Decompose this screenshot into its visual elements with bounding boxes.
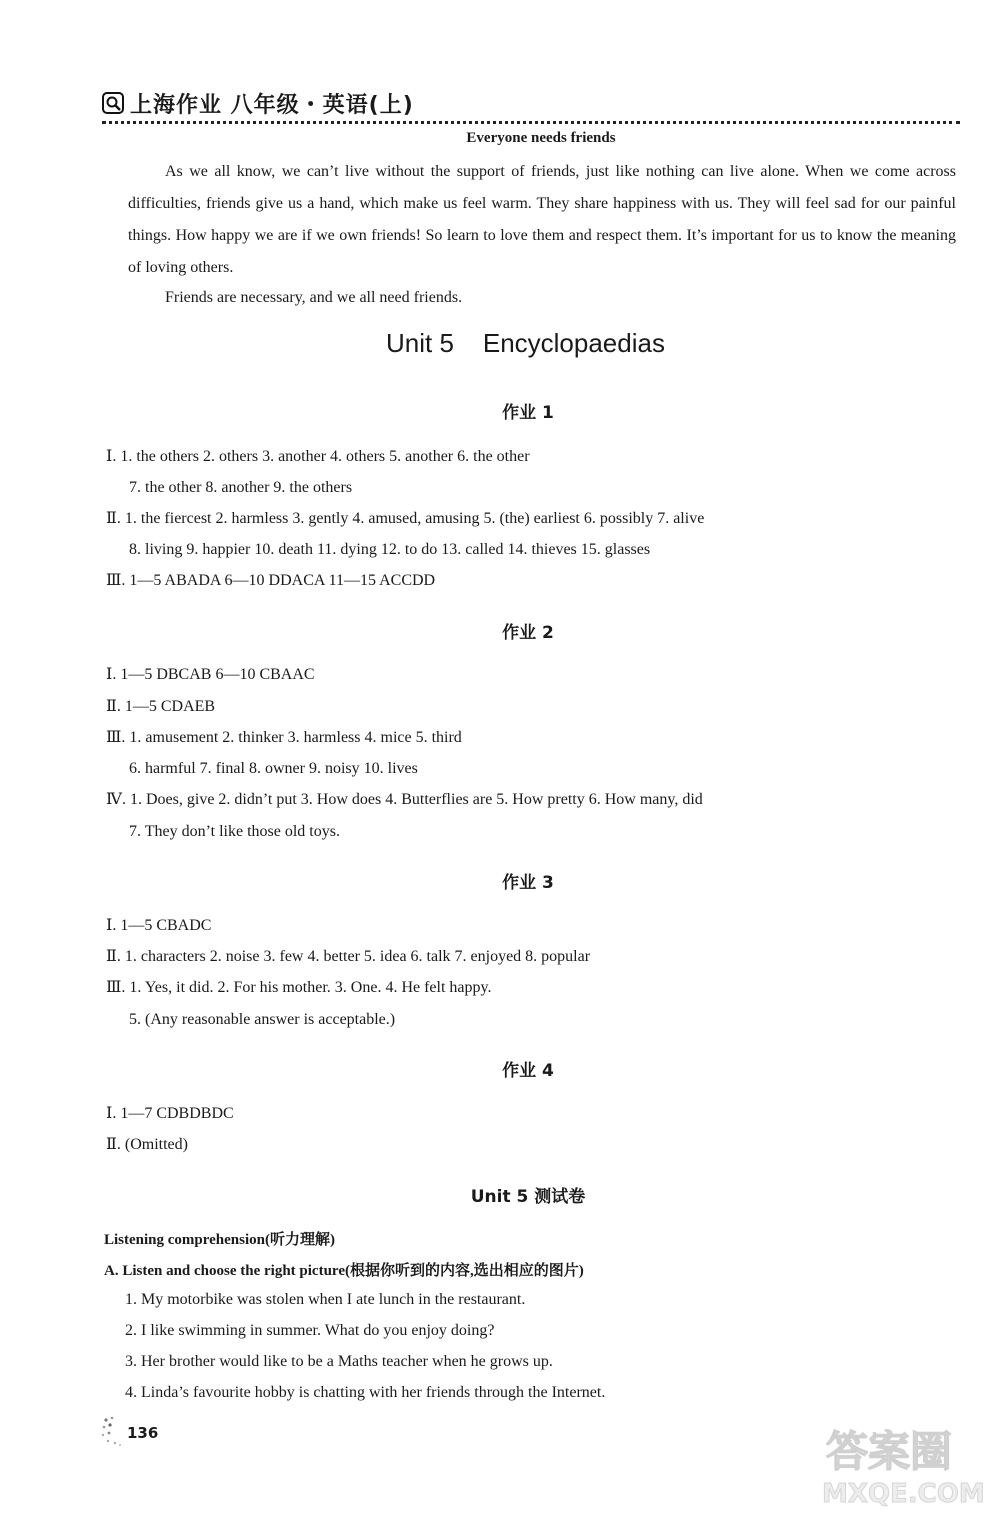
page-number: 136	[127, 1424, 159, 1442]
header-divider	[102, 121, 960, 124]
homework-3-title: 作业 3	[502, 873, 554, 893]
hw1-answer-line: 8. living 9. happier 10. death 11. dying 12. to do 13. called 14. thieves 15. glasses	[129, 541, 651, 558]
hw1-answer-line: Ⅰ. 1. the others 2. others 3. another 4. others 5. another 6. the other	[106, 448, 530, 465]
hw2-answer-line: Ⅱ. 1—5 CDAEB	[106, 698, 216, 715]
hw2-answer-line: 6. harmful 7. final 8. owner 9. noisy 10. lives	[129, 760, 418, 777]
hw3-answer-line: Ⅱ. 1. characters 2. noise 3. few 4. better 5. idea 6. talk 7. enjoyed 8. popular	[106, 948, 591, 965]
essay-paragraph-1	[128, 156, 956, 284]
hw2-answer-line: Ⅲ. 1. amusement 2. thinker 3. harmless 4. mice 5. third	[106, 729, 462, 746]
hw3-answer-line: Ⅰ. 1—5 CBADC	[106, 917, 212, 934]
magnifier-logo-icon	[102, 92, 124, 114]
hw4-answer-line: Ⅰ. 1—7 CDBDBDC	[106, 1105, 234, 1122]
essay-paragraph-2-text: Friends are necessary, and we all need friends.	[165, 289, 463, 306]
hw1-answer-line: Ⅲ. 1—5 ABADA 6—10 DDACA 11—15 ACCDD	[106, 572, 436, 589]
listening-item: 1. My motorbike was stolen when I ate lunch in the restaurant.	[125, 1291, 526, 1308]
homework-1-title: 作业 1	[502, 403, 554, 423]
hw3-answer-line: 5. (Any reasonable answer is acceptable.)	[129, 1011, 396, 1028]
unit-title: Unit 5 Encyclopaedias	[386, 328, 665, 358]
essay-paragraph-2	[128, 282, 956, 314]
hw4-answer-line: Ⅱ. (Omitted)	[106, 1136, 188, 1153]
site-watermark	[808, 1416, 998, 1510]
hw1-answer-line: Ⅱ. 1. the fiercest 2. harmless 3. gently 4. amused, amusing 5. (the) earliest 6. possibly 7. alive	[106, 510, 705, 527]
listening-item: 2. I like swimming in summer. What do you enjoy doing?	[125, 1322, 495, 1339]
part-a-heading: A. Listen and choose the right picture(根据你听到的内容,选出相应的图片)	[104, 1263, 584, 1279]
essay-paragraph-1-text: As we all know, we can’t live without the support of friends, just like nothing can live alone. When we come across difficulties, friends give us a hand, which make us feel warm. They share happiness with us. They will feel sad for our painful things. How happy we are if we own friends! So learn to love them and respect them. It’s important for us to know the meaning of loving others.	[128, 163, 956, 276]
unit-test-title: Unit 5 测试卷	[470, 1187, 586, 1207]
book-title: 上海作业 八年级・英语(上)	[130, 93, 414, 118]
homework-2-title: 作业 2	[502, 623, 554, 643]
hw2-answer-line: Ⅳ. 1. Does, give 2. didn’t put 3. How does 4. Butterflies are 5. How pretty 6. How many, did	[106, 791, 703, 808]
listening-item: 3. Her brother would like to be a Maths teacher when he grows up.	[125, 1353, 553, 1370]
hw2-answer-line: Ⅰ. 1—5 DBCAB 6—10 CBAAC	[106, 666, 315, 683]
essay-title: Everyone needs friends	[466, 130, 616, 146]
svg-text:答案圈: 答案圈	[826, 1427, 953, 1476]
svg-text:MXQE.COM: MXQE.COM	[822, 1479, 985, 1509]
hw1-answer-line: 7. the other 8. another 9. the others	[129, 479, 353, 496]
listening-item: 4. Linda’s favourite hobby is chatting with her friends through the Internet.	[125, 1384, 606, 1401]
hw3-answer-line: Ⅲ. 1. Yes, it did. 2. For his mother. 3. One. 4. He felt happy.	[106, 979, 492, 996]
page-header	[102, 88, 960, 122]
listening-heading: Listening comprehension(听力理解)	[104, 1232, 335, 1248]
hw2-answer-line: 7. They don’t like those old toys.	[129, 823, 340, 840]
homework-4-title: 作业 4	[502, 1061, 554, 1081]
